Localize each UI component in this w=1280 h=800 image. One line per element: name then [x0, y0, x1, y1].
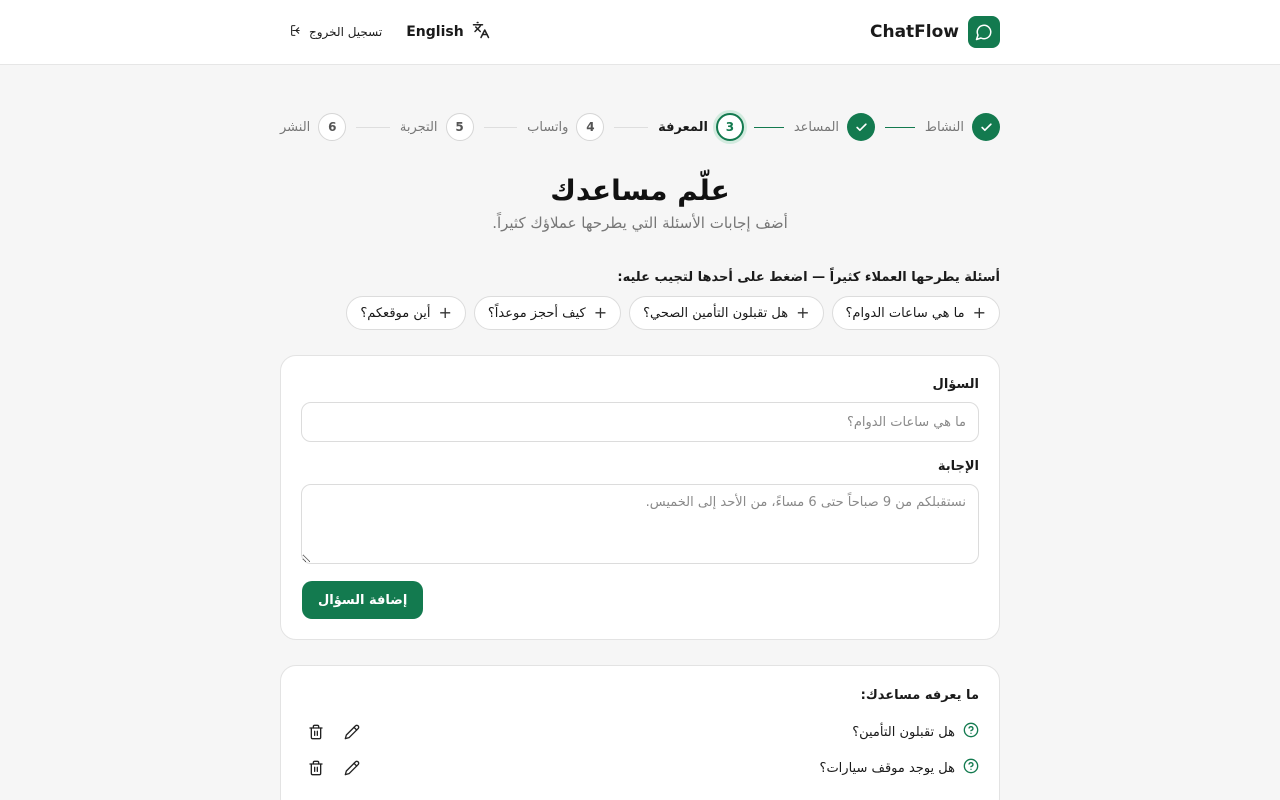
plus-icon: +: [972, 303, 986, 322]
check-icon: [847, 113, 875, 141]
trash-icon[interactable]: [307, 723, 325, 741]
add-question-button[interactable]: إضافة السؤال: [302, 581, 423, 619]
step-connector: [484, 127, 518, 128]
knowledge-item: [301, 720, 979, 744]
step-label: واتساب: [527, 119, 569, 135]
step-label: التجربة: [399, 119, 438, 135]
step-assistant[interactable]: [794, 113, 875, 141]
chip-label: أين موقعكم؟: [360, 305, 431, 321]
language-switch-button[interactable]: [406, 21, 489, 43]
knowledge-title: ما يعرفه مساعدك:: [860, 688, 979, 703]
step-testing[interactable]: [400, 113, 474, 141]
pencil-icon[interactable]: [343, 759, 361, 777]
logout-label: تسجيل الخروج: [309, 25, 383, 39]
plus-icon: +: [438, 303, 452, 322]
add-question-card: [280, 355, 1000, 640]
suggestion-chip[interactable]: [474, 296, 621, 330]
page-subtitle: أضف إجابات الأسئلة التي يطرحها عملاؤك كثيراً.: [492, 214, 788, 232]
suggestions-label: أسئلة يطرحها العملاء كثيراً — اضغط على أحدها لتجيب عليه:: [617, 270, 1000, 285]
header-actions: [290, 21, 490, 43]
page-title: علّم مساعدك: [550, 174, 730, 207]
step-connector: [614, 127, 648, 128]
top-header: [0, 0, 1280, 65]
step-publish[interactable]: [280, 113, 346, 141]
chip-label: هل تقبلون التأمين الصحي؟: [643, 305, 789, 321]
answer-label: الإجابة: [937, 459, 979, 474]
chip-label: ما هي ساعات الدوام؟: [845, 305, 965, 321]
step-whatsapp[interactable]: [527, 113, 604, 141]
suggestion-chip[interactable]: [832, 296, 1000, 330]
chip-label: كيف أحجز موعداً؟: [487, 305, 586, 321]
answer-textarea[interactable]: [301, 484, 979, 564]
help-circle-icon: [963, 758, 979, 778]
step-connector: [356, 127, 390, 128]
brand-name: ChatFlow: [869, 22, 959, 42]
language-label: English: [406, 24, 464, 40]
step-number: 5: [446, 113, 474, 141]
step-number: 4: [576, 113, 604, 141]
suggestion-chip[interactable]: [346, 296, 466, 330]
step-label: النشاط: [924, 119, 964, 135]
knowledge-card: [280, 665, 1000, 800]
question-input[interactable]: [301, 402, 979, 442]
onboarding-stepper: [280, 112, 1000, 142]
step-label: النشر: [280, 119, 311, 135]
step-number: 3: [716, 113, 744, 141]
help-circle-icon: [963, 722, 979, 742]
step-knowledge[interactable]: [658, 113, 744, 141]
knowledge-item: [301, 756, 979, 780]
knowledge-question: هل تقبلون التأمين؟: [852, 724, 955, 740]
question-label: السؤال: [932, 377, 979, 392]
suggestion-chips: [346, 296, 1000, 330]
suggestion-chip[interactable]: [629, 296, 823, 330]
step-label: المعرفة: [658, 119, 708, 135]
step-label: المساعد: [793, 119, 840, 135]
chat-bubble-icon: [968, 16, 1000, 48]
step-activity[interactable]: [925, 113, 1000, 141]
trash-icon[interactable]: [307, 759, 325, 777]
plus-icon: +: [796, 303, 810, 322]
plus-icon: +: [593, 303, 608, 322]
logout-button[interactable]: [290, 24, 382, 40]
step-connector: [885, 127, 915, 128]
translate-icon: [472, 21, 490, 43]
brand[interactable]: [870, 15, 1000, 49]
pencil-icon[interactable]: [343, 723, 361, 741]
step-number: 6: [318, 113, 346, 141]
check-icon: [972, 113, 1000, 141]
logout-icon: [290, 24, 303, 40]
knowledge-question: هل يوجد موقف سيارات؟: [819, 760, 955, 776]
step-connector: [754, 127, 784, 128]
